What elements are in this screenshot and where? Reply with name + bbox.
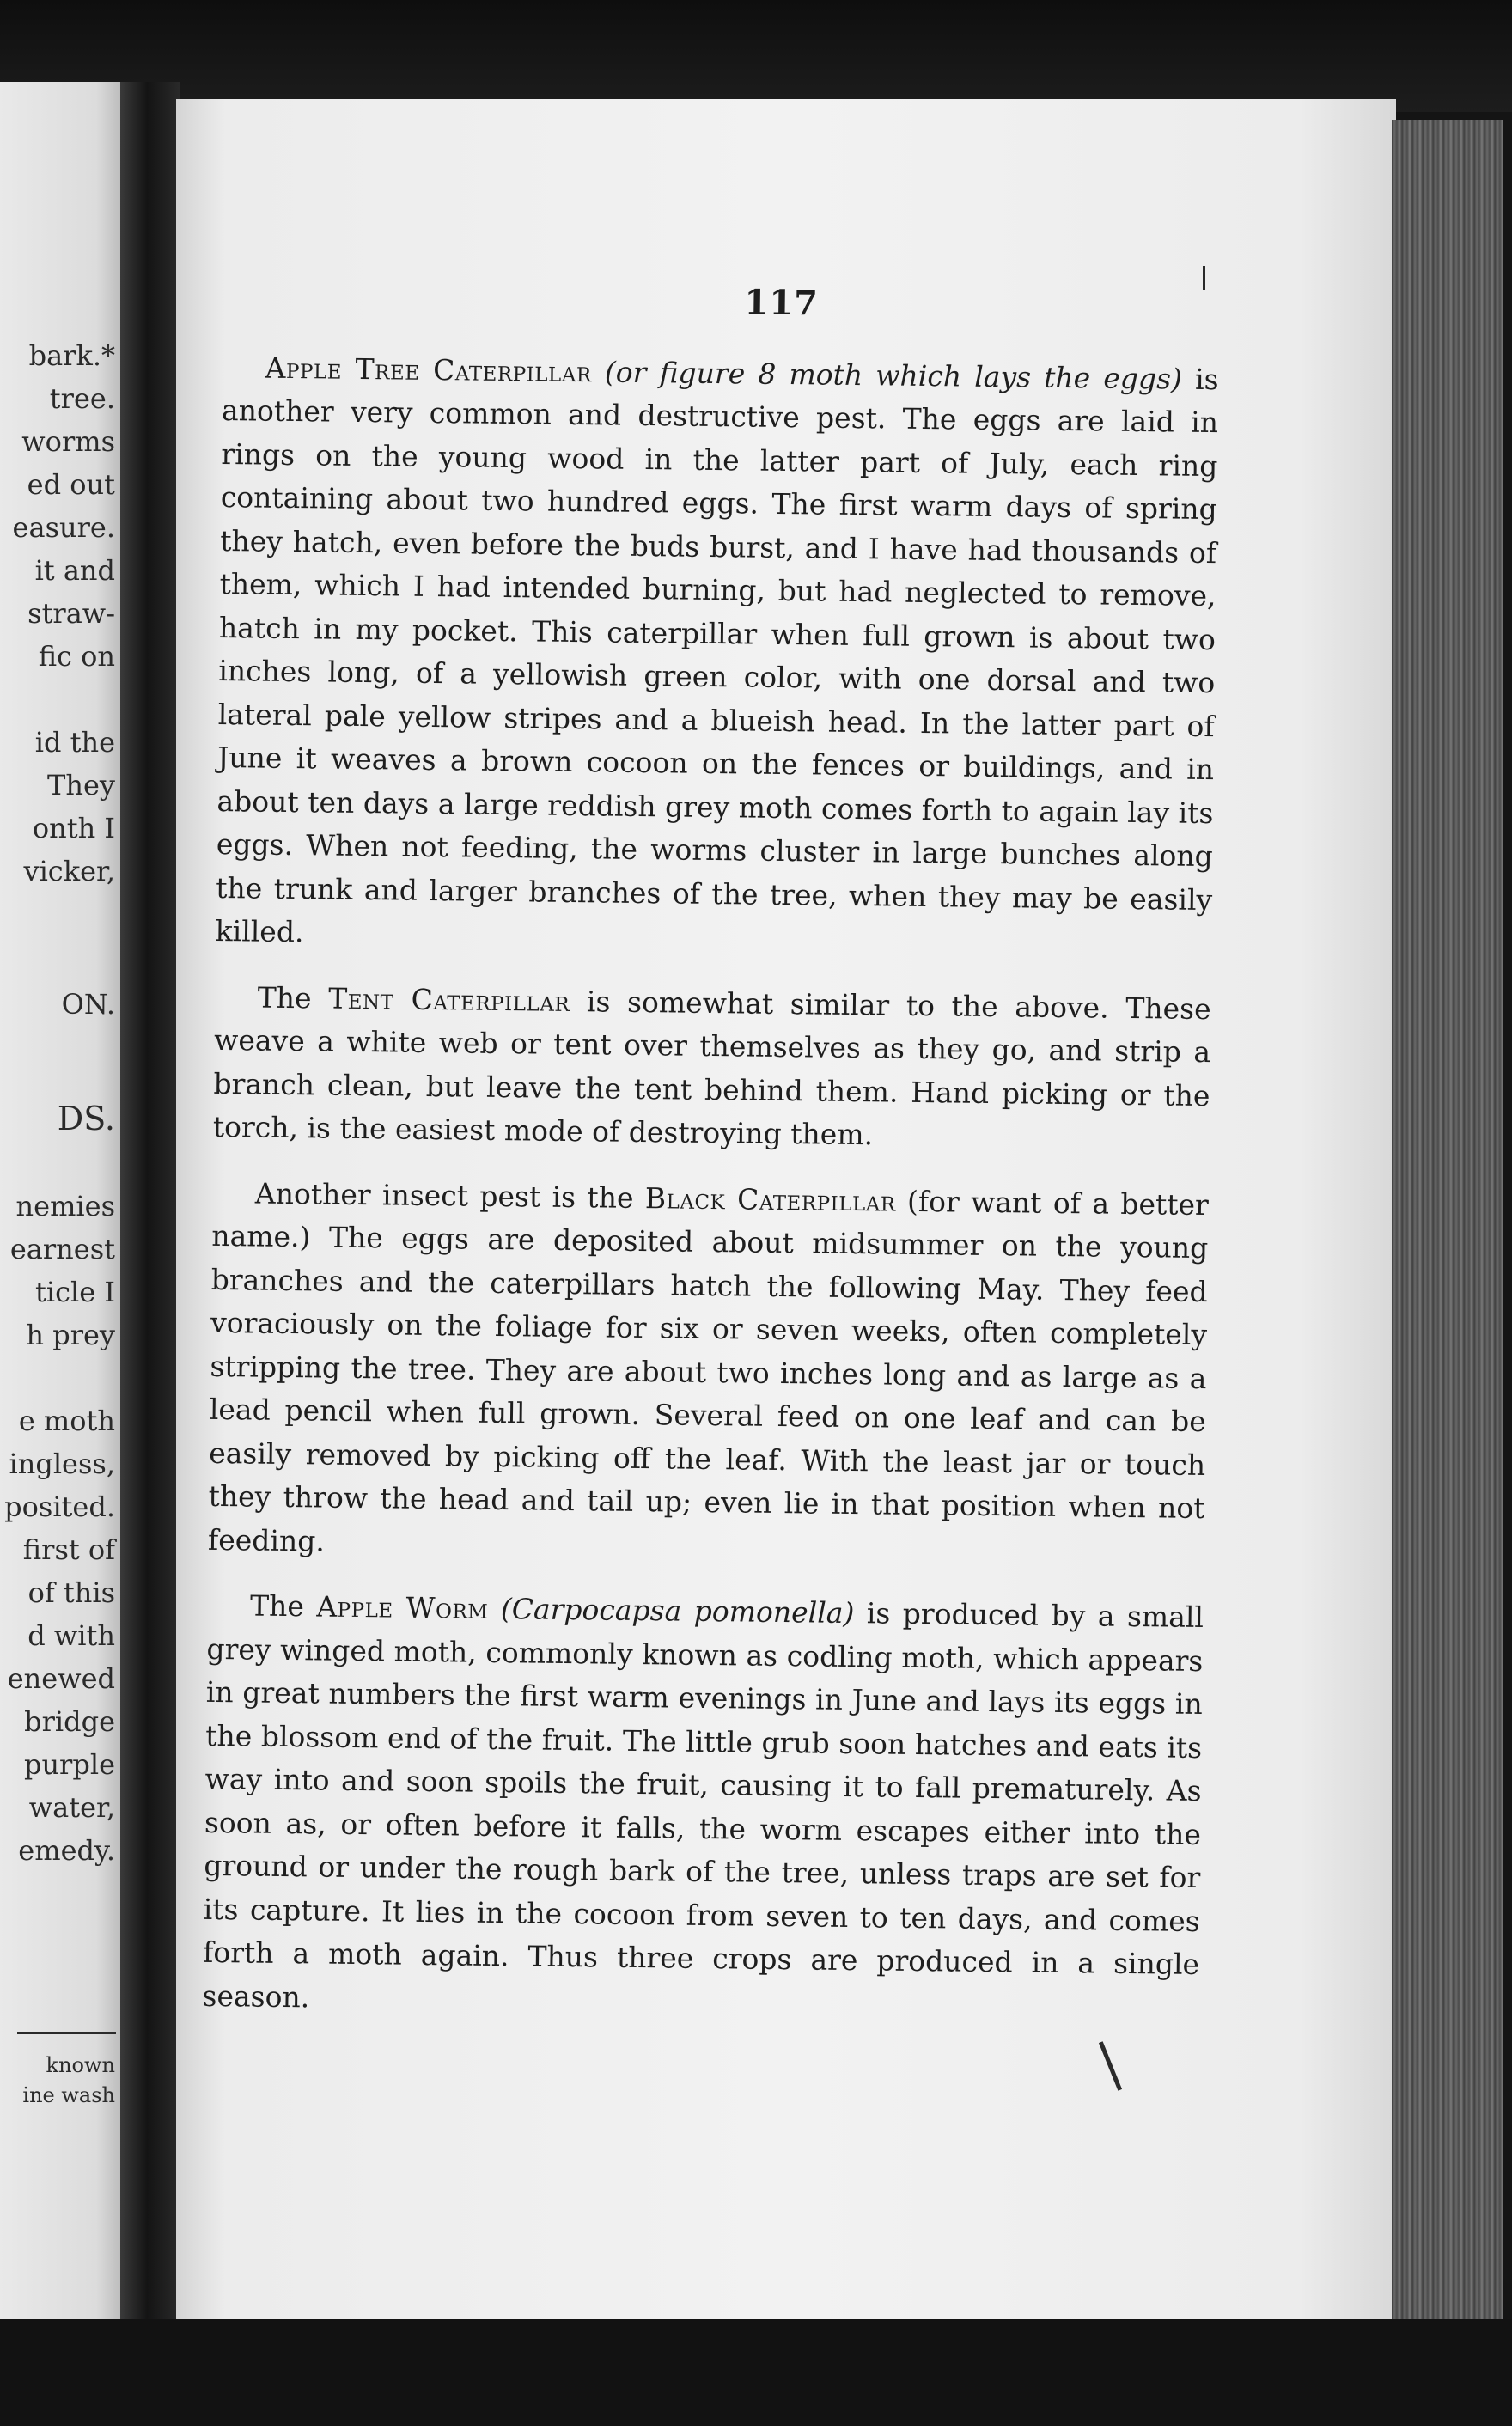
- left-fragment: ticle I: [35, 1276, 115, 1308]
- left-footnote-fragment: known: [46, 2053, 115, 2077]
- paragraph-lead: The: [257, 980, 312, 1015]
- book-gutter: [120, 82, 180, 2332]
- page-text-block: [202, 275, 1220, 2052]
- left-footnote-fragment: ine wash: [22, 2083, 115, 2107]
- left-fragment: bark.*: [28, 339, 115, 372]
- left-fragment: ed out: [27, 468, 115, 501]
- left-fragment: d with: [27, 1619, 115, 1652]
- scan-background-top: [0, 0, 1512, 112]
- left-fragment: onth I: [32, 812, 115, 844]
- left-fragment: h prey: [26, 1319, 115, 1351]
- left-fragment: easure.: [12, 511, 115, 544]
- left-fragment: earnest: [9, 1233, 115, 1265]
- page-117: [176, 99, 1396, 2328]
- left-fragment: bridge: [24, 1705, 115, 1738]
- left-fragment: worms: [21, 425, 115, 458]
- paragraph-lead: Another insect pest is the: [254, 1176, 634, 1215]
- left-fragment: straw-: [27, 597, 115, 630]
- paragraph-body: is somewhat similar to the above. These weave a white web or tent over themselves as they go, and strip a branch clean, but leave the tent behind them. Hand picking or the torch, is the easiest mode of destroying them.: [212, 984, 1211, 1152]
- left-fragment: of this: [27, 1576, 115, 1609]
- left-fragment: first of: [22, 1533, 115, 1566]
- left-fragment: tree.: [49, 382, 115, 415]
- left-fragment: ON.: [61, 988, 115, 1021]
- scan-background-bottom: [0, 2319, 1512, 2426]
- paragraph-lead: The: [249, 1588, 305, 1624]
- previous-page-sliver: [0, 82, 120, 2332]
- left-fragment: They: [47, 769, 115, 802]
- left-fragment: fic on: [38, 640, 115, 673]
- paragraph-black-caterpillar: [208, 1171, 1209, 1574]
- paragraph-body: (for want of a better name.) The eggs are deposited about midsummer on the young branches and the caterpillars hatch the following May. They feed voraciously on the foliage for six or seven weeks, often completely stripping the tree. They are about two inches long and as large as a lead pencil when full grown. Several feed on one leaf and can be easily removed by picking off the leaf. With the least jar or touch they throw the head and tail up; even lie in that position when not feeding.: [207, 1184, 1210, 1558]
- paragraph-body: is another very common and destructive pest. The eggs are laid in rings on the young wood in the latter part of July, each ring containing about two hundred eggs. The first warm days of spring they hatch, even before the buds burst, and I have had thousands of them, which I had intended burning, but had neglected to remove, hatch in my pocket. This caterpillar when full grown is about two inches long, of a yellowish green color, with one dorsal and two lateral pale yellow stripes and a blueish head. In the latter part of June it weaves a brown cocoon on the fences or buildings, and in about ten days a large reddish grey moth comes forth to again lay its eggs. When not feeding, the worms cluster in large bunches along the trunk and larger branches of the tree, when they may be easily killed.: [215, 362, 1219, 949]
- left-fragment: vicker,: [23, 855, 115, 887]
- page-number: 117: [744, 282, 820, 324]
- term-black-caterpillar: Black Caterpillar: [644, 1180, 896, 1218]
- paragraph-apple-tree-caterpillar: [215, 345, 1219, 965]
- left-fragment: enewed: [7, 1662, 115, 1695]
- left-fragment: water,: [28, 1791, 115, 1824]
- term-apple-worm: Apple Worm: [316, 1589, 489, 1625]
- left-fragment: DS.: [57, 1100, 115, 1137]
- left-fragment: e moth: [18, 1405, 115, 1437]
- page-edge-stack: [1392, 120, 1503, 2319]
- left-fragment: posited.: [4, 1490, 115, 1523]
- left-fragment: emedy.: [18, 1834, 115, 1867]
- scientific-name: (Carpocapsa pomonella): [500, 1592, 855, 1631]
- left-fragment: ingless,: [9, 1448, 115, 1480]
- left-fragment: nemies: [15, 1190, 115, 1222]
- footnote-rule: [17, 2032, 116, 2034]
- paragraph-apple-worm: [202, 1584, 1204, 2030]
- ink-speck: [1203, 266, 1205, 290]
- paragraph-tent-caterpillar: [213, 975, 1211, 1161]
- paragraph-body: is produced by a small grey winged moth, commonly known as codling moth, which appears in great numbers the first warm evenings in June and lays its eggs in the blossom end of the fruit. The little grub soon hatches and eats its way into and soon spoils the fruit, causing it to fall prematurely. As soon as, or often before it falls, the worm escapes either into the ground or under the rough bark of the tree, unless traps are set for its capture. It lies in the cocoon from seven to ten days, and comes forth a moth again. Thus three crops are produced in a single season.: [202, 1596, 1204, 2014]
- parenthetical-figure-8-moth: (or figure 8 moth which lays the eggs): [604, 354, 1183, 396]
- left-fragment: it and: [34, 554, 115, 587]
- left-fragment: id the: [34, 726, 115, 759]
- term-tent-caterpillar: Tent Caterpillar: [327, 981, 570, 1018]
- left-fragment: purple: [23, 1748, 115, 1781]
- term-apple-tree-caterpillar: Apple Tree Caterpillar: [265, 350, 593, 388]
